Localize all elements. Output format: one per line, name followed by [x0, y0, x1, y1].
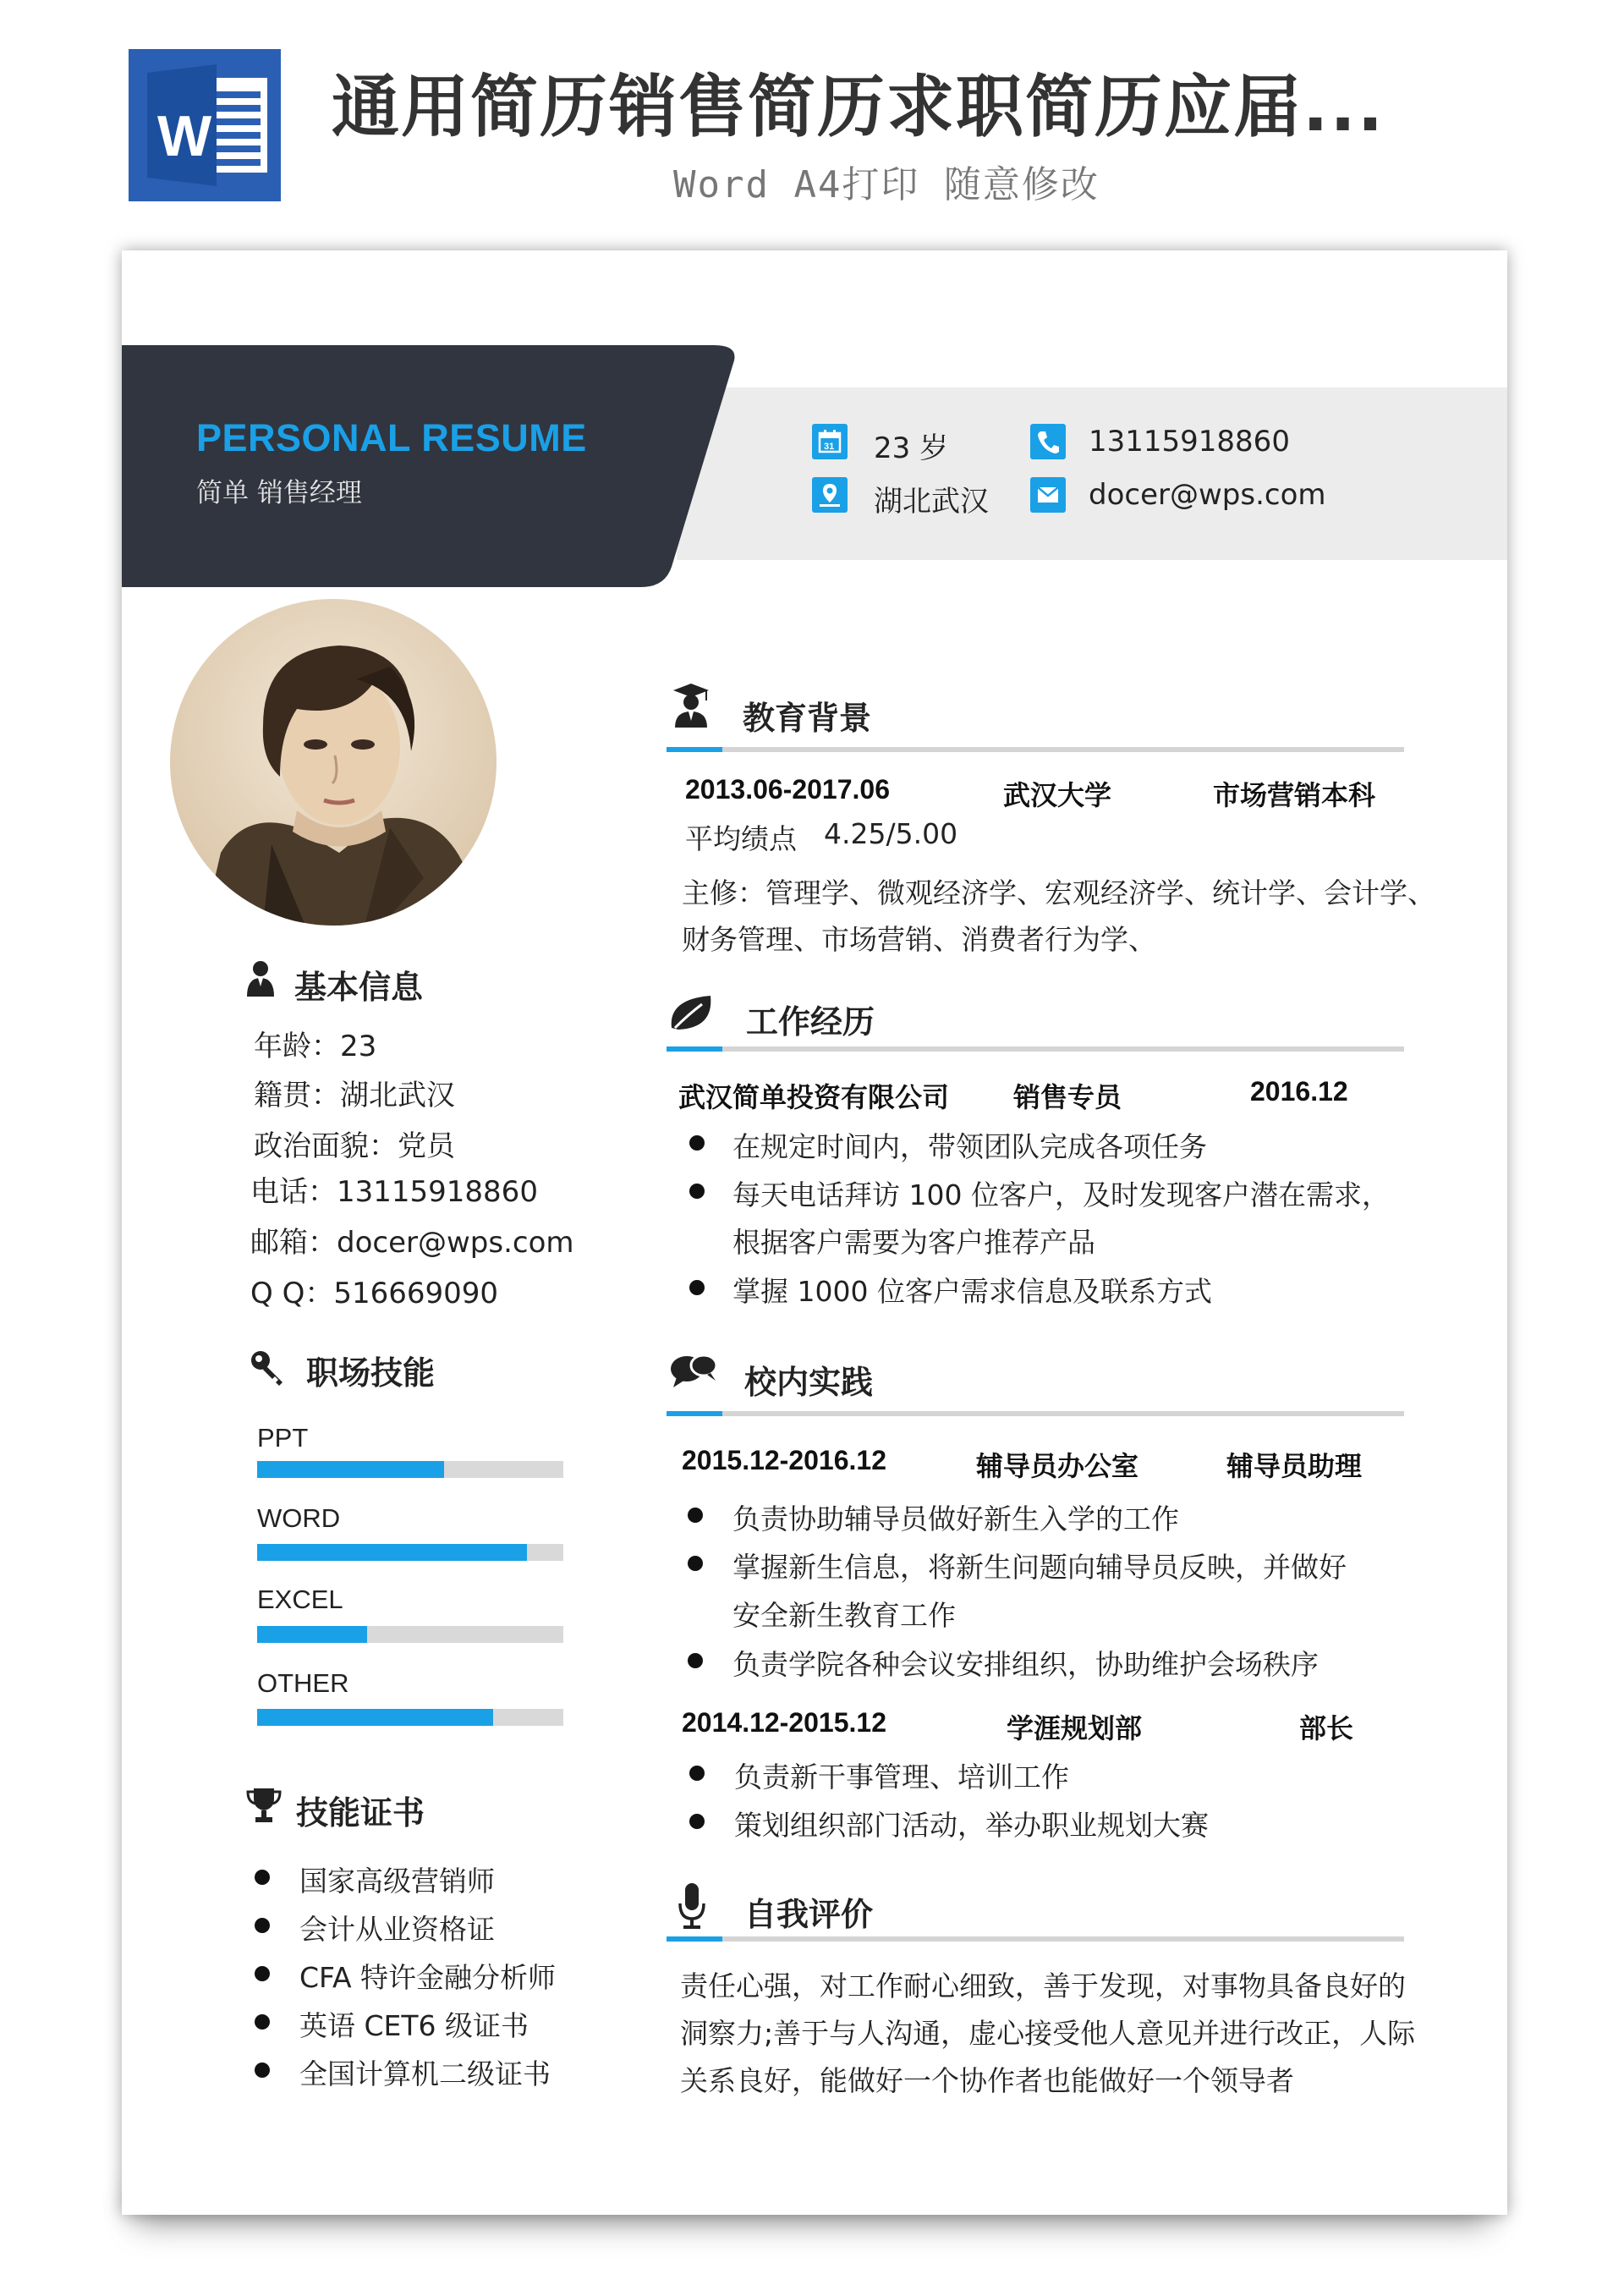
- self-eval-line: 洞察力;善于与人沟通，虚心接受他人意见并进行改正，人际: [680, 2017, 1416, 2050]
- info-political: 政治面貌：党员: [254, 1129, 455, 1163]
- bullet-dot: [255, 2063, 270, 2078]
- resume-title: PERSONAL RESUME: [196, 416, 587, 459]
- campus-divider-accent: [667, 1411, 722, 1416]
- chat-bubbles-icon: [670, 1352, 717, 1389]
- header-age: 23 岁: [874, 431, 949, 465]
- skill-label-word: WORD: [257, 1503, 341, 1533]
- education-heading: 教育背景: [743, 700, 872, 737]
- graduate-icon: [673, 684, 709, 728]
- skill-bar-excel-fill: [257, 1626, 367, 1643]
- person-icon: [245, 959, 276, 997]
- certificate-item: 全国计算机二级证书: [299, 2057, 551, 2090]
- campus-entry1-role: 辅导员助理: [1226, 1451, 1363, 1481]
- work-bullet-continued: 根据客户需要为客户推荐产品: [732, 1226, 1095, 1259]
- info-phone: 电话：13115918860: [250, 1175, 538, 1209]
- header-dark-panel: [122, 345, 738, 587]
- certificates-heading: 技能证书: [296, 1794, 425, 1832]
- bullet-dot: [689, 1766, 705, 1781]
- word-logo-icon: [129, 49, 281, 201]
- education-period: 2013.06-2017.06: [685, 774, 890, 805]
- bullet-dot: [688, 1508, 703, 1523]
- education-gpa-label: 平均绩点: [685, 822, 797, 855]
- work-role: 销售专员: [1013, 1082, 1122, 1112]
- skill-label-excel: EXCEL: [257, 1585, 343, 1614]
- header-location: 湖北武汉: [874, 485, 989, 519]
- bullet-dot: [688, 1556, 703, 1571]
- certificate-item: 会计从业资格证: [299, 1913, 495, 1946]
- info-qq: Q Q：516669090: [250, 1277, 499, 1310]
- campus-bullet: 负责新干事管理、培训工作: [734, 1760, 1069, 1793]
- skills-heading: 职场技能: [306, 1354, 436, 1392]
- campus-entry2-org: 学涯规划部: [1007, 1713, 1143, 1744]
- education-gpa: 4.25/5.00: [824, 817, 958, 850]
- education-courses-line1: 主修：管理学、微观经济学、宏观经济学、统计学、会计学、: [682, 876, 1435, 909]
- microphone-icon: [677, 1883, 707, 1929]
- bullet-dot: [689, 1135, 705, 1151]
- campus-entry1-org: 辅导员办公室: [976, 1451, 1139, 1481]
- skill-label-other: OTHER: [257, 1668, 349, 1698]
- campus-bullet: 策划组织部门活动，举办职业规划大赛: [734, 1809, 1209, 1842]
- info-hometown: 籍贯：湖北武汉: [254, 1079, 455, 1112]
- calendar-icon: [812, 424, 848, 459]
- location-icon: [812, 477, 848, 513]
- bullet-dot: [255, 1918, 270, 1933]
- bullet-dot: [255, 2014, 270, 2030]
- header-email: docer@wps.com: [1089, 478, 1326, 512]
- campus-divider: [667, 1411, 1404, 1416]
- skill-bar-word-fill: [257, 1544, 527, 1561]
- work-company: 武汉简单投资有限公司: [678, 1082, 950, 1112]
- header-phone: 13115918860: [1089, 425, 1290, 459]
- campus-heading: 校内实践: [744, 1364, 874, 1401]
- bullet-dot: [255, 1870, 270, 1885]
- document-subtitle: Word A4打印 随意修改: [673, 163, 1100, 206]
- trophy-icon: [245, 1787, 283, 1824]
- education-major: 市场营销本科: [1213, 780, 1376, 810]
- self-eval-heading: 自我评价: [744, 1896, 874, 1933]
- bullet-dot: [689, 1814, 705, 1829]
- skill-bar-other-fill: [257, 1709, 493, 1726]
- work-date: 2016.12: [1250, 1076, 1348, 1107]
- header-band: [677, 387, 1507, 560]
- campus-bullet: 掌握新生信息，将新生问题向辅导员反映，并做好: [732, 1551, 1347, 1584]
- education-divider: [667, 747, 1404, 752]
- education-courses-line2: 财务管理、市场营销、消费者行为学、: [682, 923, 1156, 956]
- certificate-item: CFA 特许金融分析师: [299, 1961, 557, 1994]
- certificate-item: 英语 CET6 级证书: [299, 2009, 529, 2042]
- bullet-dot: [255, 1966, 270, 1981]
- work-bullet: 掌握 1000 位客户需求信息及联系方式: [732, 1275, 1212, 1308]
- document-title: 通用简历销售简历求职简历应届...: [332, 68, 1385, 146]
- resume-subtitle: 简单 销售经理: [196, 478, 362, 508]
- phone-icon: [1030, 424, 1066, 459]
- leaf-icon: [668, 994, 714, 1033]
- profile-photo: [170, 599, 497, 926]
- bullet-dot: [688, 1653, 703, 1668]
- campus-bullet: 负责协助辅导员做好新生入学的工作: [732, 1502, 1179, 1535]
- email-icon: [1030, 477, 1066, 513]
- work-bullet: 在规定时间内，带领团队完成各项任务: [732, 1130, 1207, 1163]
- self-eval-divider-accent: [667, 1936, 722, 1942]
- skill-label-ppt: PPT: [257, 1423, 309, 1453]
- campus-bullet-continued: 安全新生教育工作: [732, 1599, 956, 1632]
- campus-bullet: 负责学院各种会议安排组织，协助维护会场秩序: [732, 1648, 1319, 1681]
- svg-text:W: W: [157, 104, 212, 168]
- bullet-dot: [689, 1280, 705, 1295]
- work-bullet: 每天电话拜访 100 位客户，及时发现客户潜在需求，: [732, 1178, 1390, 1211]
- basic-info-heading: 基本信息: [294, 969, 424, 1006]
- campus-entry2-period: 2014.12-2015.12: [682, 1707, 886, 1738]
- info-age: 年龄：23: [254, 1030, 377, 1063]
- campus-entry2-role: 部长: [1299, 1713, 1354, 1744]
- self-eval-divider: [667, 1936, 1404, 1942]
- info-email: 邮箱：docer@wps.com: [250, 1226, 574, 1260]
- education-school: 武汉大学: [1003, 780, 1112, 810]
- certificate-item: 国家高级营销师: [299, 1865, 495, 1898]
- skill-bar-ppt-fill: [257, 1461, 444, 1478]
- self-eval-line: 责任心强，对工作耐心细致，善于发现，对事物具备良好的: [680, 1969, 1406, 2002]
- work-divider-accent: [667, 1046, 722, 1052]
- education-divider-accent: [667, 747, 722, 752]
- campus-entry1-period: 2015.12-2016.12: [682, 1445, 886, 1475]
- bullet-dot: [689, 1184, 705, 1199]
- svg-text:31: 31: [824, 442, 835, 452]
- work-heading: 工作经历: [746, 1003, 875, 1041]
- self-eval-line: 关系良好，能做好一个协作者也能做好一个领导者: [680, 2064, 1294, 2097]
- key-icon: [249, 1348, 286, 1386]
- work-divider: [667, 1046, 1404, 1052]
